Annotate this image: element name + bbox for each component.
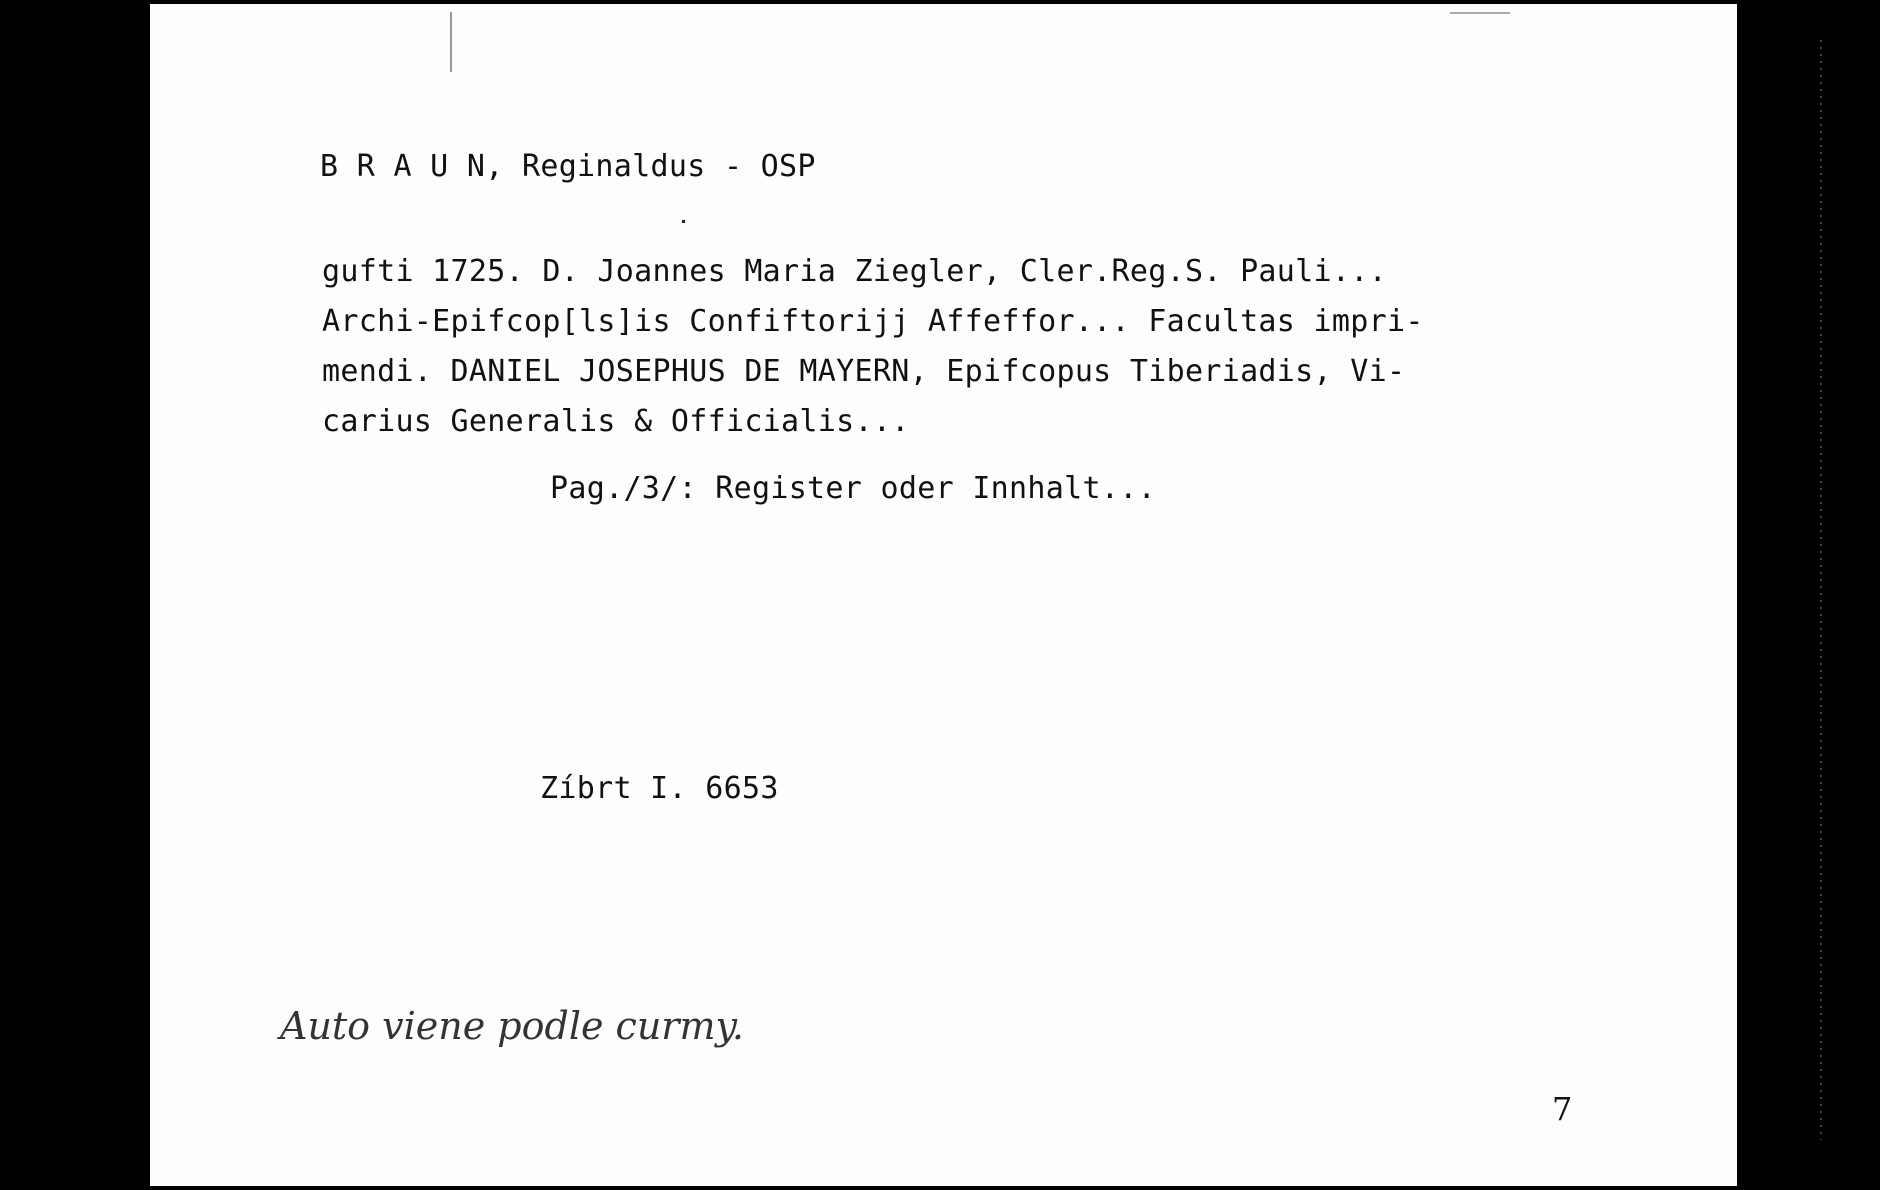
card-number: 7 (1552, 1090, 1573, 1128)
body-line-4: carius Generalis & Officialis... (322, 404, 910, 439)
page-note: Pag./3/: Register oder Innhalt... (550, 471, 1156, 506)
scan-edge-artifact (1820, 40, 1822, 1140)
bibliographic-reference: Zíbrt I. 6653 (540, 771, 779, 806)
scan-speck (450, 12, 452, 72)
handwritten-note-text: Auto viene podle curmy. (280, 1004, 744, 1048)
body-line-2: Archi-Epifcop[ls]is Confiftorijj Affeffor... Facultas impri- (322, 304, 1424, 339)
scan-speck (1450, 12, 1510, 14)
catalog-card (150, 4, 1737, 1186)
body-line-1: gufti 1725. D. Joannes Maria Ziegler, Cler.Reg.S. Pauli... (322, 254, 1387, 289)
handwritten-note (270, 989, 950, 1079)
body-line-3: mendi. DANIEL JOSEPHUS DE MAYERN, Epifcopus Tiberiadis, Vi- (322, 354, 1406, 389)
scan-speck (682, 220, 685, 223)
card-heading: B R A U N, Reginaldus - OSP (320, 149, 816, 184)
